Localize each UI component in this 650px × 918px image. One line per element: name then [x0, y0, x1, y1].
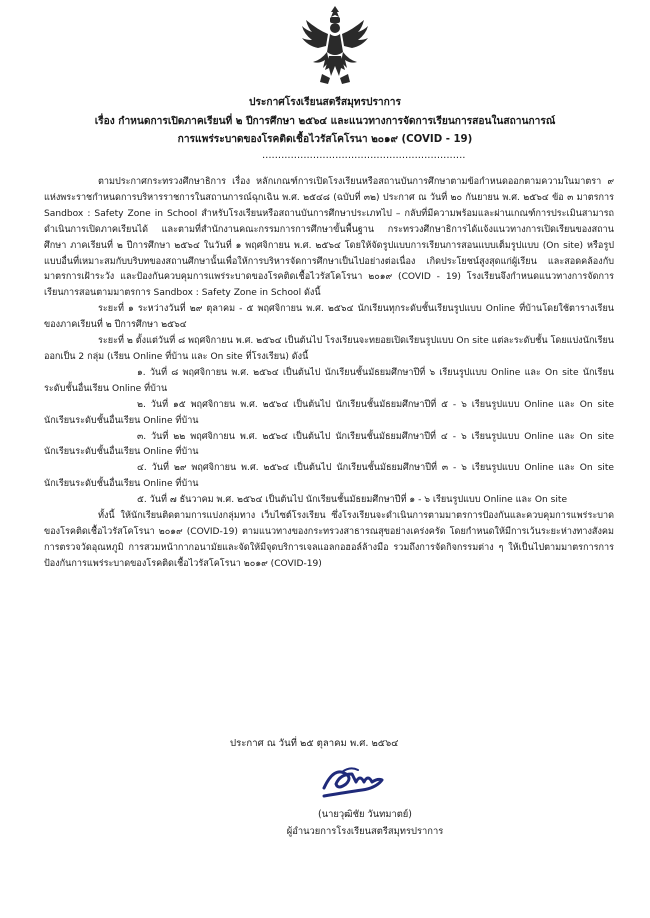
garuda-emblem-icon: [300, 4, 370, 86]
handwritten-signature-icon: [318, 760, 406, 798]
document-body: [44, 175, 614, 573]
announcement-date: ประกาศ ณ วันที่ ๒๕ ตุลาคม พ.ศ. ๒๕๖๔: [230, 738, 399, 749]
schedule-item-1: ๑. วันที่ ๘ พฤศจิกายน พ.ศ. ๒๕๖๔ เป็นต้นไป นักเรียนชั้นมัธยมศึกษาปีที่ ๖ เรียนรูปแบบ Online และ On site นักเรียนระดับชั้นอื่นเรียน Online ที่บ้าน: [44, 367, 614, 394]
phase-1-paragraph: ระยะที่ ๑ ระหว่างวันที่ ๒๙ ตุลาคม - ๕ พฤศจิกายน พ.ศ. ๒๕๖๔ นักเรียนทุกระดับชั้นเรียนรูปแบบ Online ที่บ้านโดยใช้ตารางเรียนของภาคเรียนที่ ๒ ปีการศึกษา ๒๕๖๔: [44, 304, 614, 331]
phase-2-paragraph: ระยะที่ ๒ ตั้งแต่วันที่ ๘ พฤศจิกายน พ.ศ. ๒๕๖๔ เป็นต้นไป โรงเรียนจะทยอยเปิดเรียนรูปแบบ On site แต่ละระดับชั้น โดยแบ่งนักเรียนออกเป็น 2 กลุ่ม (เรียน Online ที่บ้าน และ On site ที่โรงเรียน) ดังนี้: [44, 336, 614, 362]
signer-name: (นายวุฒิชัย วันทมาตย์): [318, 809, 412, 820]
intro-paragraph: ตามประกาศกระทรวงศึกษาธิการ เรื่อง หลักเกณฑ์การเปิดโรงเรียนหรือสถานบันการศึกษาตามข้อกำหนดออกตามความในมาตรา ๙ แห่งพระราชกำหนดการบริหารราชการในสถานการณ์ฉุกเฉิน พ.ศ. ๒๕๔๘ (ฉบับที่ ๓๒) ประกาศ ณ วันที่ ๒๐ กันยายน พ.ศ. ๒๕๖๔ ข้อ ๓ มาตรการ Sandbox : Safety Zone in School สำหรับโรงเรียนหรือสถานบันการศึกษาประเภทไป – กลับที่มีความพร้อมและผ่านเกณฑ์การประเมินสามารถดำเนินการเปิดภาคเรียนได้ และตามที่สำนักงานคณะกรรมการการศึกษาขั้นพื้นฐาน กระทรวงศึกษาธิการได้แจ้งแนวทางการเปิดเรียนของสถานศึกษา ภาคเรียนที่ ๒ ปีการศึกษา ๒๕๖๔ ในวันที่ ๑ พฤศจิกายน พ.ศ. ๒๕๖๔ โดยให้จัดรูปแบบการเรียนการสอนแบบเต็มรูปแบบ (On site) หรือรูปแบบอื่นที่เหมาะสมกับบริบทของสถานศึกษานั้นเพื่อให้การบริหารจัดการศึกษาเป็นไปอย่างต่อเนื่อง เกิดประโยชน์สูงสุดแก่ผู้เรียน และสอดคล้องกับมาตรการเฝ้าระวัง และป้องกันควบคุมการแพร่ระบาดของโรคติดเชื้อไวรัสโคโรนา ๒๐๑๙ (COVID - 19) โรงเรียนจึงกำหนดแนวทางการจัดการเรียนการสอนตามมาตรการ Sandbox : Safety Zone in School ดังนี้: [44, 177, 614, 299]
schedule-item-2: ๒. วันที่ ๑๕ พฤศจิกายน พ.ศ. ๒๕๖๔ เป็นต้นไป นักเรียนชั้นมัธยมศึกษาปีที่ ๕ - ๖ เรียนรูปแบบ Online และ On site นักเรียนระดับชั้นอื่นเรียน Online ที่บ้าน: [44, 399, 614, 426]
schedule-item-5: ๕. วันที่ ๗ ธันวาคม พ.ศ. ๒๕๖๔ เป็นต้นไป นักเรียนชั้นมัธยมศึกษาปีที่ ๑ - ๖ เรียนรูปแบบ Online และ On site: [137, 495, 568, 506]
schedule-item-4: ๔. วันที่ ๒๙ พฤศจิกายน พ.ศ. ๒๕๖๔ เป็นต้นไป นักเรียนชั้นมัธยมศึกษาปีที่ ๓ - ๖ เรียนรูปแบบ Online และ On site นักเรียนระดับชั้นอื่นเรียน Online ที่บ้าน: [44, 463, 614, 490]
separator-dots: ................................................................: [262, 150, 466, 161]
announcement-title: ประกาศโรงเรียนสตรีสมุทรปราการ: [248, 97, 402, 108]
signer-title: ผู้อำนวยการโรงเรียนสตรีสมุทรปราการ: [286, 826, 444, 837]
subject-line-2: การแพร่ระบาดของโรคติดเชื้อไวรัสโคโรนา ๒๐๑๙ (COVID - 19): [177, 134, 473, 145]
conclusion-paragraph: ทั้งนี้ ให้นักเรียนติดตามการแบ่งกลุ่มทาง เว็บไซต์โรงเรียน ซึ่งโรงเรียนจะดำเนินการตามมาตรการป้องกันและควบคุมการแพร่ระบาดของโรคติดเชื้อไวรัสโคโรนา ๒๐๑๙ (COVID-19) ตามแนวทางของกระทรวงสาธารณสุขอย่างเคร่งครัด โดยกำหนดให้มีการเว้นระยะห่างทางสังคม การตรวจวัดอุณหภูมิ การสวมหน้ากากอนามัยและจัดให้มีจุดบริการเจลแอลกอฮอล์ล้างมือ รวมถึงการจัดกิจกรรมต่าง ๆ ให้เป็นไปตามมาตรการการป้องกันการแพร่ระบาดของโรคติดเชื้อไวรัสโคโรนา ๒๐๑๙ (COVID-19): [44, 511, 614, 569]
subject-line-1: เรื่อง กำหนดการเปิดภาคเรียนที่ ๒ ปีการศึกษา ๒๕๖๔ และแนวทางการจัดการเรียนการสอนในสถานการณ์: [94, 116, 556, 127]
schedule-item-3: ๓. วันที่ ๒๒ พฤศจิกายน พ.ศ. ๒๕๖๔ เป็นต้นไป นักเรียนชั้นมัธยมศึกษาปีที่ ๔ - ๖ เรียนรูปแบบ Online และ On site นักเรียนระดับชั้นอื่นเรียน Online ที่บ้าน: [44, 431, 614, 458]
signer-block: [230, 806, 500, 840]
